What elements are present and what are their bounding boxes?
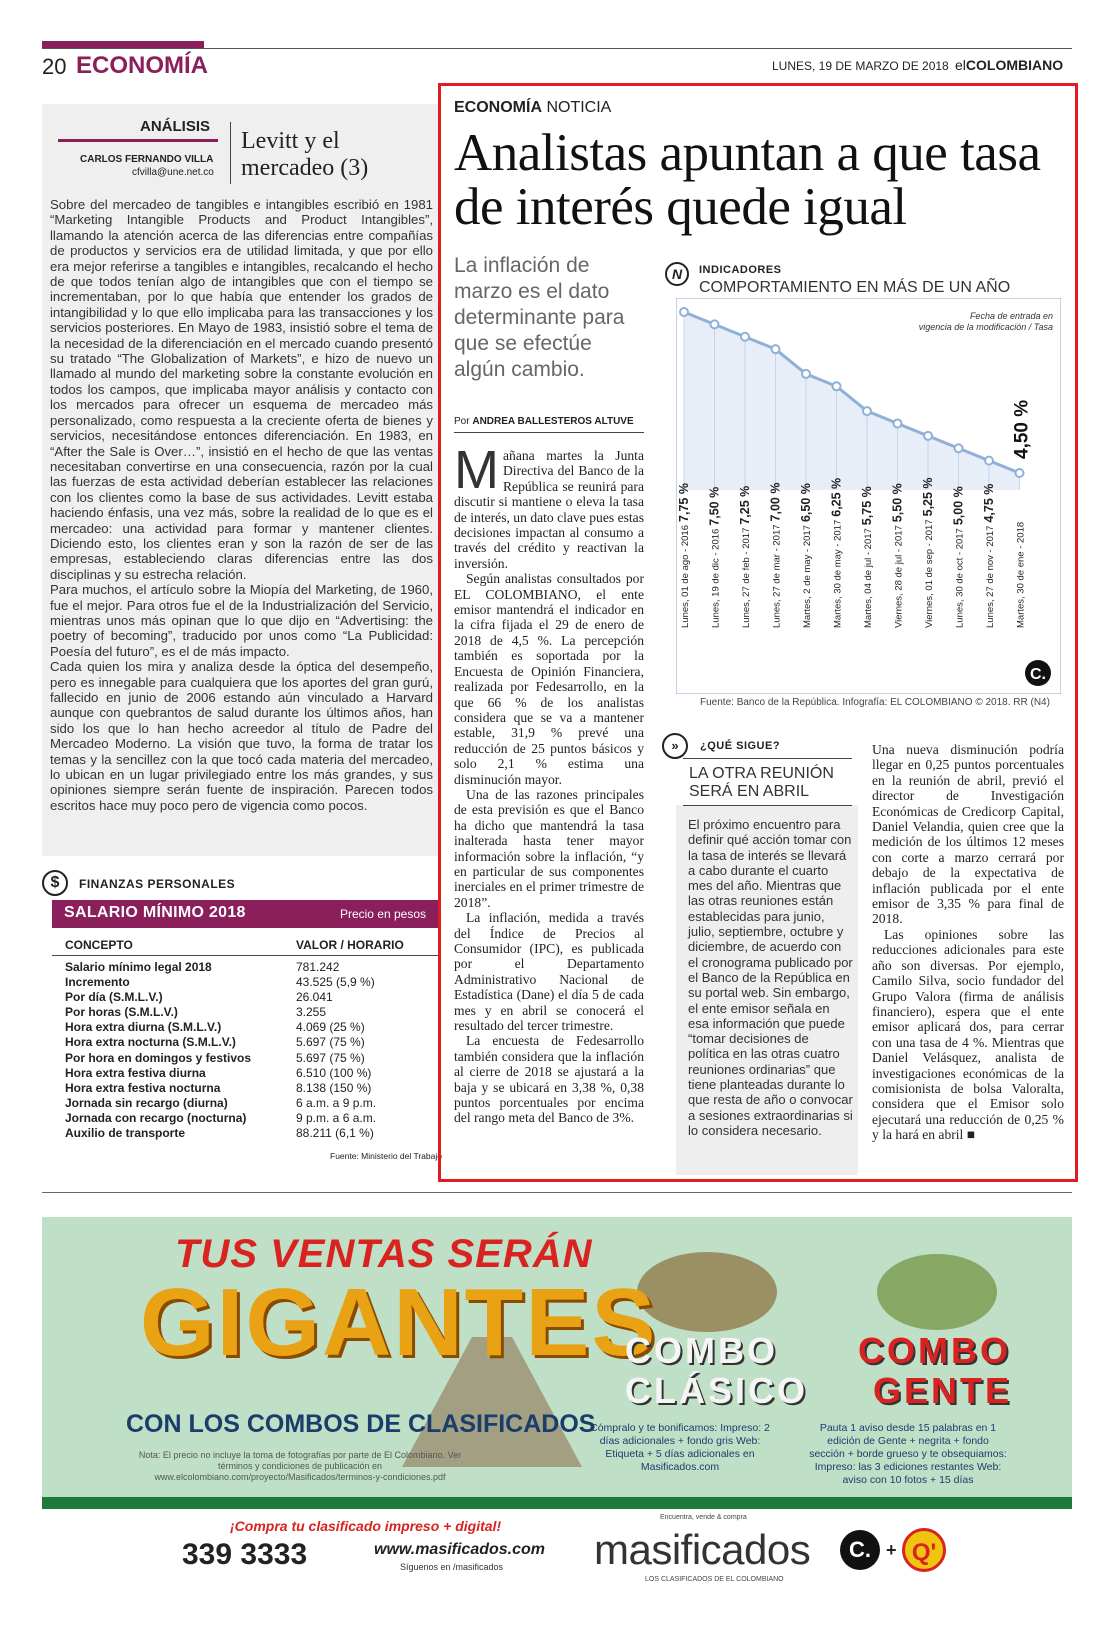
chart-x-date: Martes, 30 de may - 2017 [832,519,844,628]
analysis-rule [58,139,218,142]
salario-subtitle: Precio en pesos [339,907,426,921]
chart-x-label [769,483,783,628]
chart-data-label: 7,25 % [738,485,752,525]
table-row [65,1066,435,1081]
chart-data-label: 5,75 % [860,486,874,526]
column-title: Levitt y el mercadeo (3) [241,128,369,181]
chart-x-date: Lunes, 27 de mar - 2017 [771,524,783,628]
column-paragraph: Para muchos, el artículo sobre la Miopía del Marketing, de 1960, fue el mejor. Para otros fue el de la Industrialización del Servicio, mientras unos más opinan que lo que dijo en “Advertising: the poetry of becoming”, traducido por unos como “La Publicidad: Poesía del futuro”, es el de más impacto. [50,582,433,659]
chart-x-label [708,487,722,628]
chart-point [1016,469,1024,477]
chart-x-label [738,486,752,628]
table-cell-valor: 5.697 (75 %) [296,1050,365,1065]
chart-data-label: 6,50 % [799,483,813,523]
article-column-1 [454,440,644,1126]
chart-point [863,407,871,415]
table-row [65,1035,435,1050]
table-cell-valor: 26.041 [296,990,333,1005]
table-cell-valor: 4.069 (25 %) [296,1020,365,1035]
table-cell-valor: 88.211 (6,1 %) [296,1126,374,1141]
que-sigue-kicker: ¿QUÉ SIGUE? [700,740,781,752]
chart-marks [677,308,1033,628]
ad-note: Nota: El precio no incluye la toma de fotografías por parte de El Colombiano. Ver términos y condiciones de publicación en www.elcolombiano.com/proyecto/Masificados/terminos-y-condiciones.pdf [138,1450,462,1482]
article-paragraph: Una de las razones principales de esta previsión es que el Banco ha dicho que mantendrá la tasa inalterada hasta tener mayor información sobre la inflación, “y en particular de sus componentes inerciales en el primer trimestre de 2018”. [454,786,644,910]
chart-data-label: 7,75 % [677,483,691,522]
ad-footer-tagline: ¡Compra tu clasificado impreso + digital! [230,1518,502,1534]
article-kicker-section: ECONOMÍA [454,99,542,116]
dinosaur-triceratops-shape [637,1252,777,1332]
table-cell-concepto: Hora extra nocturna (S.M.L.V.) [65,1035,236,1050]
header-rule [42,48,1072,49]
column-author-email: cfvilla@une.net.co [132,167,214,178]
page-number: 20 [42,54,67,79]
chart-x-label [1016,522,1027,628]
dollar-icon: $ [42,870,68,896]
table-cell-concepto: Por horas (S.M.L.V.) [65,1005,178,1020]
article-paragraph: La encuesta de Fedesarrollo también considera que la inflación al cierre de 2018 se ajustará a la baja y se ubicará en 3,38 %, 0,38 puntos porcentuales por encima del rango meta del Banco de 3%. [454,1033,644,1126]
que-sigue-body: El próximo encuentro para definir qué acción tomar con la tasa de interés se llevará a cabo durante el cuarto mes del año. Mientras que las otras reuniones están establecidas para junio, julio, septiembre, octubre y diciembre, de acuerdo con el cronograma publicado por el Banco de la República en su portal web. Sin embargo, el ente emisor señala en esa información que puede “tomar decisiones de política en las otras cuatro reuniones ordinarias” que tiene planteadas durante lo que resta de año o convocar a sesiones extraordinarias si lo considera necesario. [688,817,853,1138]
ad-bottom-strip [42,1497,1072,1509]
ad-slogan-main: GIGANTES [140,1269,658,1376]
chart-note-line2: vigencia de la modificación / Tasa [918,322,1053,332]
article-kicker-type: NOTICIA [542,99,612,116]
chart-x-label [982,484,996,628]
table-cell-concepto: Auxilio de transporte [65,1126,186,1141]
article-lead: La inflación de marzo es el dato determinante para que se efectúe algún cambio. [454,254,625,381]
chart-x-date: Martes, 2 de may - 2017 [802,525,813,628]
masthead-logo [955,57,1063,73]
table-row [65,1081,435,1096]
article-column-3 [872,742,1064,1143]
chart-point [741,333,749,341]
chart-data-label: 7,00 % [768,482,783,522]
chart-point [802,370,810,378]
chart-x-label [860,486,874,628]
chart-x-date: Viernes, 28 de jul - 2017 [893,525,905,628]
table-cell-concepto: Hora extra festiva diurna [65,1065,206,1080]
table-header-valor: VALOR / HORARIO [296,938,404,952]
column-divider [230,122,231,184]
chart-area [684,312,1020,490]
ad-slogan-top: TUS VENTAS SERÁN [175,1232,593,1276]
salario-banner [52,900,438,928]
article-paragraph: La inflación, medida a través del Índice de Precios al Consumidor (IPC), es publicada por el Departamento Administrativo Nacional de Estadística (Dane) el día 5 de cada mes y en abril se conocerá el resultado del tercer trimestre. [454,910,644,1034]
chart-x-date: Lunes, 19 de dic - 2016 [710,528,722,628]
masificados-logo: masificados [594,1526,811,1573]
table-row [65,1005,435,1020]
chart-data-label: 6,25 % [829,477,844,517]
chart-x-date: Lunes, 30 de oct - 2017 [954,528,966,628]
section-name: ECONOMÍA [76,52,208,79]
byline-author: ANDREA BALLESTEROS ALTUVE [472,416,634,427]
table-row [65,1111,435,1126]
ad-slogan-bottom: CON LOS COMBOS DE CLASIFICADOS [126,1410,596,1438]
chart-x-date: Lunes, 27 de nov - 2017 [985,525,996,628]
chart-data-label: 5,50 % [890,483,905,523]
chart-x-date: Lunes, 27 de feb - 2017 [741,527,752,628]
chart-x-date: Lunes, 01 de ago - 2016 [680,524,691,628]
table-cell-valor: 9 p.m. a 6 a.m. [296,1110,377,1125]
article-kicker [454,99,611,117]
salario-title: SALARIO MÍNIMO 2018 [64,904,246,921]
analysis-label: ANÁLISIS [140,118,211,135]
table-cell-concepto: Salario mínimo legal 2018 [65,960,212,974]
column-author: CARLOS FERNANDO VILLA [80,154,214,165]
chart-point [833,382,841,390]
chart-title: COMPORTAMIENTO EN MÁS DE UN AÑO [699,279,1011,296]
combo-clasico-text: Cómpralo y te bonificamos: Impreso: 2 días adicionales + fondo gris Web: Etiqueta + 5 días adicionales en Masificados.com [590,1422,770,1473]
chart-data-label: 7,50 % [707,486,722,526]
que-sigue-rule-bottom [683,805,852,806]
article-paragraph: Según analistas consultados por EL COLOMBIANO, el ente emisor mantendrá el indicador en la cifra fijada el 29 de enero de 2018 de 4,5 %. La percepción también es soportada por la Encuesta de Opinión Financiera, realizada por Fedesarrollo, en la que 66 % de los analistas considera que se va a mantener estable, 31,9 % prevé una reducción de 25 puntos básicos y solo 2,1 % estima una disminución mayor. [454,571,644,787]
chart-point [924,432,932,440]
table-cell-concepto: Hora extra festiva nocturna [65,1080,221,1095]
indicadores-logo-icon: N [665,262,689,286]
article-paragraph: Una nueva disminución podría llegar en 0,25 puntos porcentuales en la reunión de abril, previó el director de Investigación Económicas de Credicorp Capital, Daniel Velandia, quien cree que la medición de los últimos 12 meses con corte a marzo cerrará por debajo de la expectativa de inflación publicada por el ente emisor de 3,35 % para final de 2018. [872,742,1064,927]
table-row [65,1096,435,1111]
ad-web: www.masificados.com [374,1541,546,1558]
chart-point [680,308,688,316]
chart-x-date: Viernes, 01 de sep - 2017 [924,519,935,628]
dropcap: M [454,440,499,500]
chart-x-label [891,483,905,628]
brand-subtitle: LOS CLASIFICADOS DE EL COLOMBIANO [645,1576,784,1583]
column-paragraph: Cada quien los mira y analiza desde la óptica del desempeño, pero es innegable para cualquiera que los aportes del gran gurú, fallecido en junio de 2006 estando aún vinculado a Harvard aunque con quebrantos de salud durante los últimos años, han sido los que lo han hecho acreedor al título de Padre del Mercadeo Moderno. La visión que tuvo, la forma de tratar los temas y la sencillez con la que tocó cada materia del mercadeo, lo ubican en un lugar privilegiado entre los más grandes, y sus opiniones siempre serán fuente de inspiración. Parecen todos escritos hace muy poco pero de vigencia como pocos. [50,659,433,813]
chart-x-label [921,477,935,628]
combo-clasico-label-top: COMBO [625,1330,778,1371]
table-cell-valor: 5.697 (75 %) [296,1035,365,1050]
chart-kicker: INDICADORES [699,264,782,276]
chart-point [955,444,963,452]
que-sigue-rule-top [683,758,852,759]
column-body [50,197,433,813]
chart-x-label [952,486,966,628]
chart-x-date: Martes, 30 de ene - 2018 [1015,521,1027,628]
table-cell-valor: 8.138 (150 %) [296,1080,372,1095]
article-paragraph: añana martes la Junta Directiva del Banco de la República se reunirá para discutir si mantiene o eleva la tasa de interés, un dato clave pues estas decisiones impactan al consumo a través del crédito y reactivan la inversión. [454,448,644,571]
el-colombiano-logo: C. [840,1530,880,1570]
chart-x-label [677,483,691,628]
salario-table [65,960,435,1141]
table-row [65,975,435,990]
chart-source: Fuente: Banco de la República. Infografía: EL COLOMBIANO © 2018. RR (N4) [700,697,1050,708]
table-cell-valor: 6.510 (100 %) [296,1065,372,1080]
table-cell-concepto: Jornada con recargo (nocturna) [65,1110,247,1125]
brand-tagline: Encuentra, vende & compra [660,1514,747,1521]
section-color-bar [42,41,204,48]
table-cell-valor: 781.242 [296,960,340,974]
combo-gente-text: Pauta 1 aviso desde 15 palabras en 1 edición de Gente + negrita + fondo sección + borde grueso y te obsequiamos: Impreso: las 3 ediciones restantes Web: aviso con 10 fotos + 15 días [809,1422,1007,1486]
chart-x-label [799,483,813,628]
ad-phone: 339 3333 [182,1538,308,1571]
chart-data-label: 4,75 % [982,483,996,523]
table-row [65,990,435,1005]
table-cell-concepto: Incremento [65,975,130,990]
chart-logo-text: C. [1030,666,1046,683]
chart-point [711,320,719,328]
table-row [65,960,435,975]
table-cell-valor: 43.525 (5,9 %) [296,975,375,990]
finanzas-label: FINANZAS PERSONALES [79,877,236,891]
table-header-rule [52,955,438,956]
table-source: Fuente: Ministerio del Trabajo [330,1151,442,1161]
table-cell-concepto: Hora extra diurna (S.M.L.V.) [65,1020,222,1035]
chart-x-label [830,478,844,628]
table-cell-concepto: Por día (S.M.L.V.) [65,990,163,1005]
article-byline [454,416,634,427]
table-cell-valor: 3.255 [296,1005,327,1020]
table-cell-concepto: Por hora en domingos y festivos [65,1050,252,1065]
chart-data-label: 5,00 % [951,486,966,526]
masthead-prefix: el [955,57,966,73]
combo-gente-label-top: COMBO [858,1330,1011,1371]
que-sigue-title: LA OTRA REUNIÓN SERÁ EN ABRIL [689,765,834,800]
chart-point [772,345,780,353]
rate-chart [676,298,1061,694]
masthead-name: COLOMBIANO [965,57,1064,73]
double-chevron-icon: » [662,733,688,759]
table-cell-valor: 6 a.m. a 9 p.m. [296,1095,377,1110]
byline-rule [454,432,644,433]
article-paragraph: Las opiniones sobre las reducciones adicionales para este año son diversas. Por ejemplo, Camilo Silva, socio fundador del Grupo Valora (firma de análisis financiero), espera que el ente emisor aplicará dos, para cerrar con una tasa de 4 %. Mientras que Daniel Velásquez, analista de investigaciones económicas de la comisionista de bolsa Valoralta, considera que el Emisor solo ejecutará una reducción de 0,25 % y la hará en abril ■ [872,926,1064,1143]
table-row [65,1051,435,1066]
chart-point [985,457,993,465]
combo-clasico-label-bottom: CLÁSICO [625,1370,808,1411]
ad-social: Síguenos en /masificados [400,1562,504,1572]
combo-gente-label-bottom: GENTE [873,1370,1013,1411]
column-paragraph: Sobre del mercadeo de tangibles e intangibles escribió en 1981 “Marketing Intangible Products and Product Intangibles”, llamando la atención acerca de las diferencias entre compañías de productos y servicios era de utilidad limitada, y que por ello era mejor referirse a tangibles e intangibles, recalcando el hecho de que todos tenían algo de intangibles que con el tiempo se incrementaban, por lo que había que entender los grados de intangibilidad y lo que ello implicaba para las transacciones y los servicios posteriores. En Mayo de 1983, insistió sobre el tema de la necesidad de la diferenciación en el mercado cuando presentó su tratado “The Globalization of Markets”, e hizo de nuevo un llamado al mundo del marketing sobre la constante evolución en todos los campos, que implicaba mayor análisis y contacto con los mercados para ofrecer un esquema de mercadeo más personalizado, como respuesta a la creciente oferta de bienes y servicios, necesitándose entonces diferenciación. En 1983, en “After the Sale is Over…”, insistió en el hecho de que las ventas necesitaban convertirse en una consecuencia, razón por la cual las fuerzas de esta actividad deberían establecer las relaciones con los clientes como la base de sus actividades. Levitt estaba haciendo énfasis, una vez más, sobre la realidad de lo que es el mercadeo: una actividad para formar y mantener clientes. Diciendo esto, los clientes eran y son la razón de ser de las empresas, estableciendo claras diferencias entre las dos disciplinas y su estrecha relación. [50,197,433,582]
chart-x-date: Martes, 04 de jul - 2017 [863,528,874,628]
table-row [65,1020,435,1035]
table-cell-concepto: Jornada sin recargo (diurna) [65,1095,228,1110]
table-row [65,1126,435,1141]
dinosaur-raptor-shape [877,1254,997,1330]
logo-plus: + [886,1540,897,1560]
chart-current-value-label: 4,50 % [1011,399,1033,459]
q-hubo-logo: Q' [902,1528,946,1572]
chart-point [894,419,902,427]
page-bottom-rule [42,1192,1072,1193]
article-headline: Analistas apuntan a que tasa de interés quede igual [454,124,1041,236]
byline-prefix: Por [454,416,473,427]
issue-date: LUNES, 19 DE MARZO DE 2018 [772,59,949,73]
chart-data-label: 5,25 % [921,477,935,517]
table-header-concepto: CONCEPTO [65,938,133,952]
chart-note-line1: Fecha de entrada en [969,311,1053,321]
